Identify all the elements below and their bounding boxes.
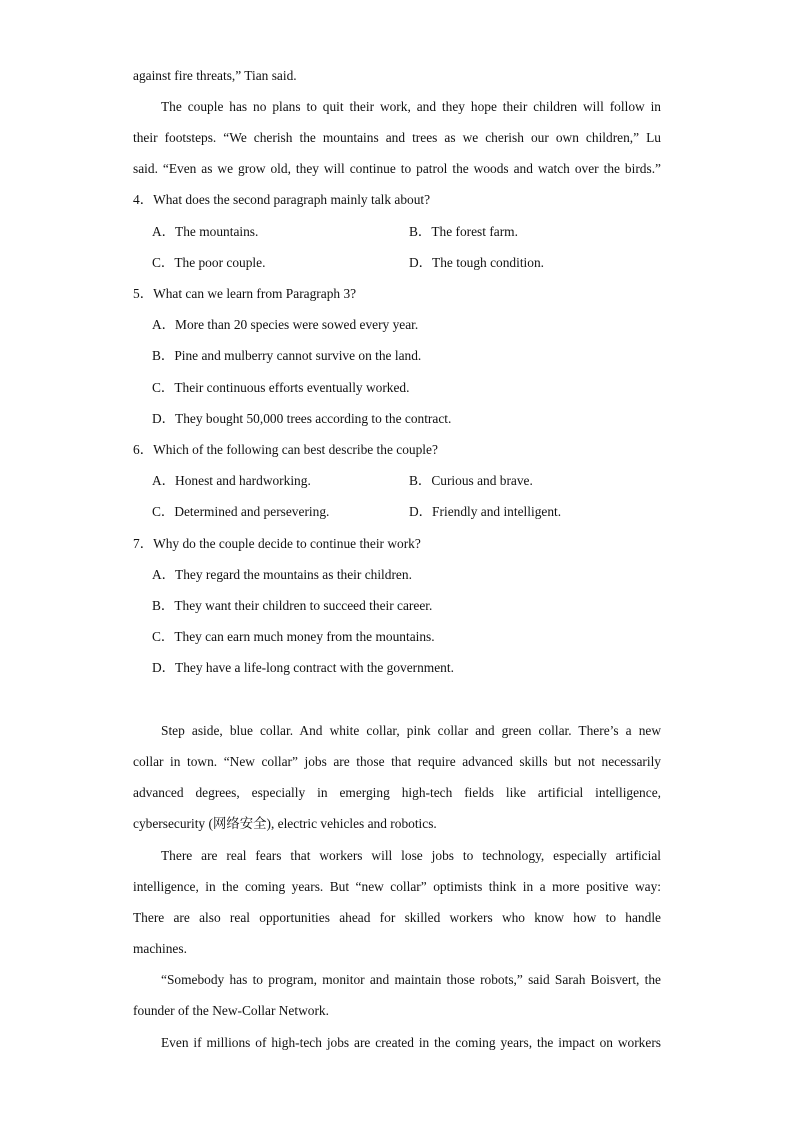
passage-line: There are also real opportunities ahead for skilled workers who know how to handle bbox=[133, 910, 661, 925]
passage-line: Step aside, blue collar. And white collar, pink collar and green collar. There’s a new bbox=[161, 723, 661, 738]
answer-option: C．Their continuous efforts eventually worked. bbox=[152, 380, 410, 395]
passage-line: cybersecurity (网络安全), electric vehicles and robotics. bbox=[133, 816, 437, 831]
answer-option: B．The forest farm. bbox=[409, 224, 518, 239]
passage-line: machines. bbox=[133, 941, 187, 956]
passage-line: There are real fears that workers will lose jobs to technology, especially artificial bbox=[161, 848, 661, 863]
passage-line: their footsteps. “We cherish the mountains and trees as we cherish our own children,” Lu bbox=[133, 130, 661, 145]
passage-line: intelligence, in the coming years. But “new collar” optimists think in a more positive way: bbox=[133, 879, 661, 894]
answer-option: A．Honest and hardworking. bbox=[152, 473, 311, 488]
passage-line: founder of the New-Collar Network. bbox=[133, 1003, 329, 1018]
answer-option: D．They bought 50,000 trees according to the contract. bbox=[152, 411, 452, 426]
answer-option: B．Curious and brave. bbox=[409, 473, 533, 488]
question-stem: 7．Why do the couple decide to continue their work? bbox=[133, 536, 421, 551]
answer-option: D．Friendly and intelligent. bbox=[409, 504, 562, 519]
question-stem: 4．What does the second paragraph mainly talk about? bbox=[133, 192, 431, 207]
passage-line: The couple has no plans to quit their work, and they hope their children will follow in bbox=[161, 99, 661, 114]
answer-option: A．The mountains. bbox=[152, 224, 259, 239]
passage-line: against fire threats,” Tian said. bbox=[133, 68, 297, 83]
answer-option: C．Determined and persevering. bbox=[152, 504, 330, 519]
answer-option: D．They have a life-long contract with the government. bbox=[152, 660, 454, 675]
answer-option: C．They can earn much money from the mountains. bbox=[152, 629, 435, 644]
answer-option: D．The tough condition. bbox=[409, 255, 545, 270]
passage-line: collar in town. “New collar” jobs are those that require advanced skills but not necessarily bbox=[133, 754, 661, 769]
passage-line: Even if millions of high-tech jobs are created in the coming years, the impact on workers bbox=[161, 1035, 661, 1050]
answer-option: B．Pine and mulberry cannot survive on the land. bbox=[152, 348, 422, 363]
answer-option: A．More than 20 species were sowed every year. bbox=[152, 317, 419, 332]
answer-option: C．The poor couple. bbox=[152, 255, 266, 270]
passage-line: said. “Even as we grow old, they will continue to patrol the woods and watch over the birds.” bbox=[133, 161, 661, 176]
passage-line: “Somebody has to program, monitor and maintain those robots,” said Sarah Boisvert, the bbox=[161, 972, 661, 987]
answer-option: B．They want their children to succeed their career. bbox=[152, 598, 433, 613]
passage-line: advanced degrees, especially in emerging high-tech fields like artificial intelligence, bbox=[133, 785, 661, 800]
question-stem: 6．Which of the following can best describe the couple? bbox=[133, 442, 438, 457]
answer-option: A．They regard the mountains as their children. bbox=[152, 567, 412, 582]
question-stem: 5．What can we learn from Paragraph 3? bbox=[133, 286, 357, 301]
